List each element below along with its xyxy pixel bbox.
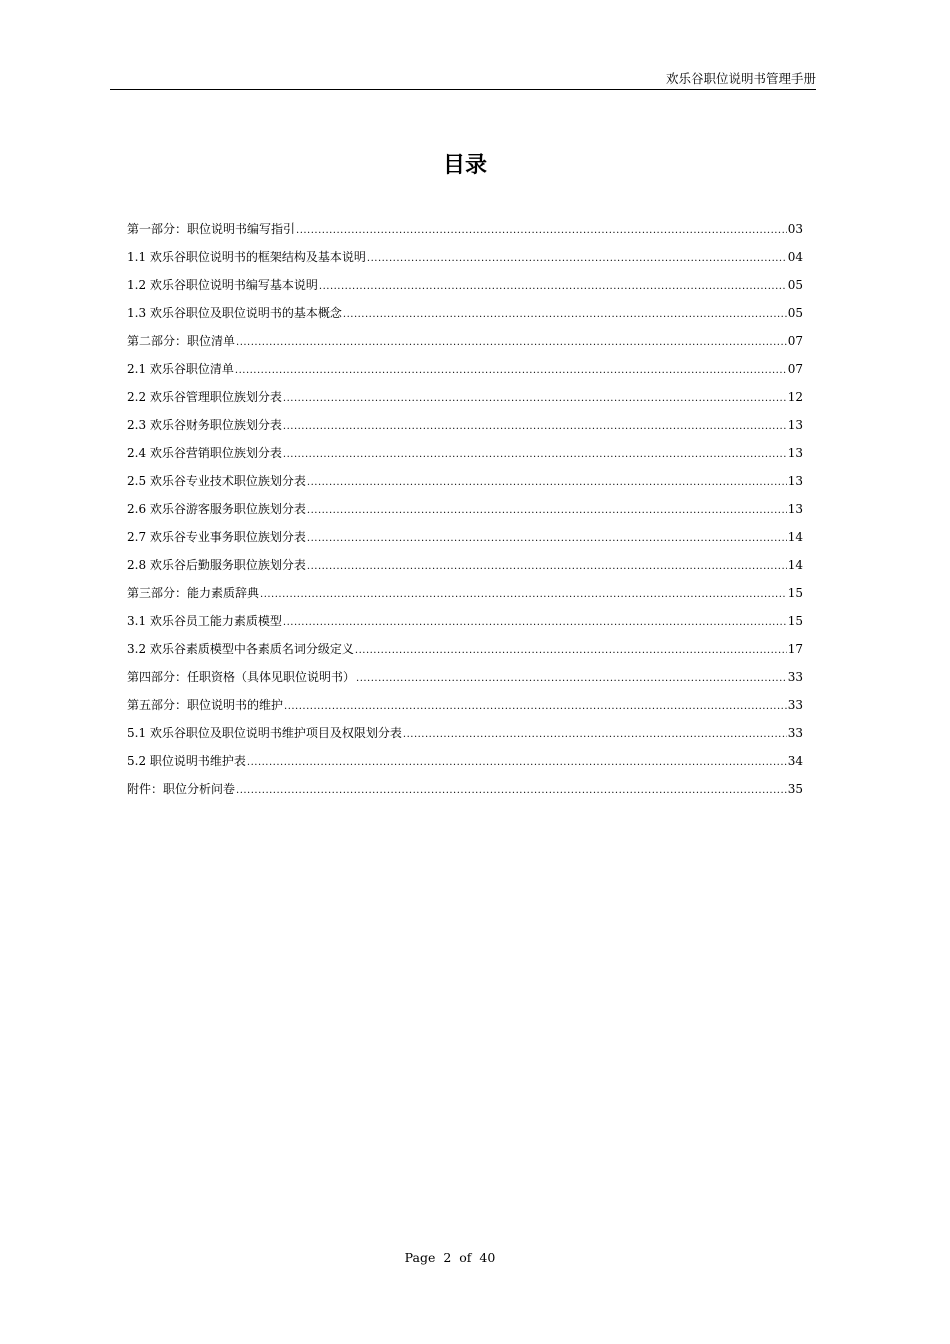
toc-entry[interactable] — [127, 554, 803, 582]
footer-total-pages: 40 — [479, 1250, 496, 1265]
toc-entry[interactable] — [127, 638, 803, 666]
toc-label: 第五部分：职位说明书的维护 — [127, 698, 284, 712]
header-title: 欢乐谷职位说明书管理手册 — [665, 71, 816, 86]
toc-label: 2.1 欢乐谷职位清单 — [127, 362, 234, 376]
footer-current-page: 2 — [443, 1250, 452, 1265]
toc-entry[interactable] — [127, 386, 803, 414]
toc-entry[interactable] — [127, 694, 803, 722]
toc-label: 第一部分：职位说明书编写指引 — [127, 222, 296, 236]
toc-label: 5.2 职位说明书维护表 — [127, 754, 246, 768]
toc-entry[interactable] — [127, 722, 803, 750]
toc-leader-dots — [307, 500, 787, 522]
toc-label: 1.3 欢乐谷职位及职位说明书的基本概念 — [127, 306, 342, 320]
toc-page-number: 15 — [787, 586, 803, 600]
toc-page-number: 33 — [787, 670, 803, 684]
toc-leader-dots — [356, 668, 787, 690]
toc-entry[interactable] — [127, 750, 803, 778]
toc-leader-dots — [355, 640, 787, 662]
toc-entry[interactable] — [127, 274, 803, 302]
footer-page-word: Page — [404, 1250, 436, 1265]
toc-leader-dots — [283, 388, 787, 410]
toc-leader-dots — [307, 528, 787, 550]
toc-entry[interactable] — [127, 302, 803, 330]
toc-leader-dots — [367, 248, 787, 270]
toc-label: 第四部分：任职资格（具体见职位说明书） — [127, 670, 356, 684]
toc-label: 1.1 欢乐谷职位说明书的框架结构及基本说明 — [127, 250, 366, 264]
toc-label: 第三部分：能力素质辞典 — [127, 586, 260, 600]
toc-label: 2.2 欢乐谷管理职位族划分表 — [127, 390, 282, 404]
toc-label: 3.1 欢乐谷员工能力素质模型 — [127, 614, 282, 628]
toc-label: 附件：职位分析问卷 — [127, 782, 236, 796]
toc-leader-dots — [319, 276, 787, 298]
page-title: 目录 — [442, 153, 487, 178]
toc-page-number: 35 — [787, 782, 803, 796]
toc-page-number: 33 — [787, 698, 803, 712]
toc-entry[interactable] — [127, 666, 803, 694]
table-of-contents — [127, 218, 803, 806]
toc-label: 2.5 欢乐谷专业技术职位族划分表 — [127, 474, 306, 488]
toc-leader-dots — [247, 752, 787, 774]
toc-page-number: 07 — [787, 334, 803, 348]
toc-leader-dots — [343, 304, 787, 326]
toc-leader-dots — [283, 416, 787, 438]
toc-leader-dots — [307, 556, 787, 578]
toc-label: 1.2 欢乐谷职位说明书编写基本说明 — [127, 278, 318, 292]
toc-leader-dots — [283, 612, 787, 634]
toc-page-number: 17 — [787, 642, 803, 656]
toc-page-number: 14 — [787, 530, 803, 544]
toc-entry[interactable] — [127, 498, 803, 526]
toc-page-number: 13 — [787, 446, 803, 460]
toc-leader-dots — [307, 472, 787, 494]
toc-label: 第二部分：职位清单 — [127, 334, 236, 348]
toc-page-number: 14 — [787, 558, 803, 572]
toc-page-number: 13 — [787, 418, 803, 432]
toc-leader-dots — [296, 220, 787, 242]
toc-page-number: 13 — [787, 502, 803, 516]
toc-leader-dots — [236, 780, 787, 802]
toc-label: 2.6 欢乐谷游客服务职位族划分表 — [127, 502, 306, 516]
toc-label: 2.7 欢乐谷专业事务职位族划分表 — [127, 530, 306, 544]
toc-label: 5.1 欢乐谷职位及职位说明书维护项目及权限划分表 — [127, 726, 402, 740]
toc-entry[interactable] — [127, 778, 803, 806]
toc-entry[interactable] — [127, 414, 803, 442]
toc-page-number: 34 — [787, 754, 803, 768]
toc-entry[interactable] — [127, 582, 803, 610]
toc-leader-dots — [235, 360, 787, 382]
toc-label: 2.8 欢乐谷后勤服务职位族划分表 — [127, 558, 306, 572]
toc-entry[interactable] — [127, 610, 803, 638]
toc-leader-dots — [284, 696, 787, 718]
toc-leader-dots — [260, 584, 787, 606]
toc-leader-dots — [283, 444, 787, 466]
toc-label: 2.4 欢乐谷营销职位族划分表 — [127, 446, 282, 460]
toc-leader-dots — [236, 332, 787, 354]
toc-entry[interactable] — [127, 330, 803, 358]
footer-of-word: of — [459, 1250, 472, 1265]
toc-page-number: 12 — [787, 390, 803, 404]
toc-page-number: 05 — [787, 306, 803, 320]
toc-page-number: 03 — [787, 222, 803, 236]
toc-entry[interactable] — [127, 358, 803, 386]
toc-page-number: 07 — [787, 362, 803, 376]
toc-entry[interactable] — [127, 470, 803, 498]
page-header — [110, 70, 816, 90]
toc-page-number: 04 — [787, 250, 803, 264]
page-footer — [0, 1250, 900, 1266]
toc-entry[interactable] — [127, 218, 803, 246]
toc-entry[interactable] — [127, 442, 803, 470]
toc-entry[interactable] — [127, 526, 803, 554]
toc-label: 2.3 欢乐谷财务职位族划分表 — [127, 418, 282, 432]
toc-page-number: 15 — [787, 614, 803, 628]
toc-page-number: 13 — [787, 474, 803, 488]
toc-entry[interactable] — [127, 246, 803, 274]
toc-page-number: 33 — [787, 726, 803, 740]
toc-page-number: 05 — [787, 278, 803, 292]
toc-label: 3.2 欢乐谷素质模型中各素质名词分级定义 — [127, 642, 354, 656]
toc-leader-dots — [403, 724, 787, 746]
